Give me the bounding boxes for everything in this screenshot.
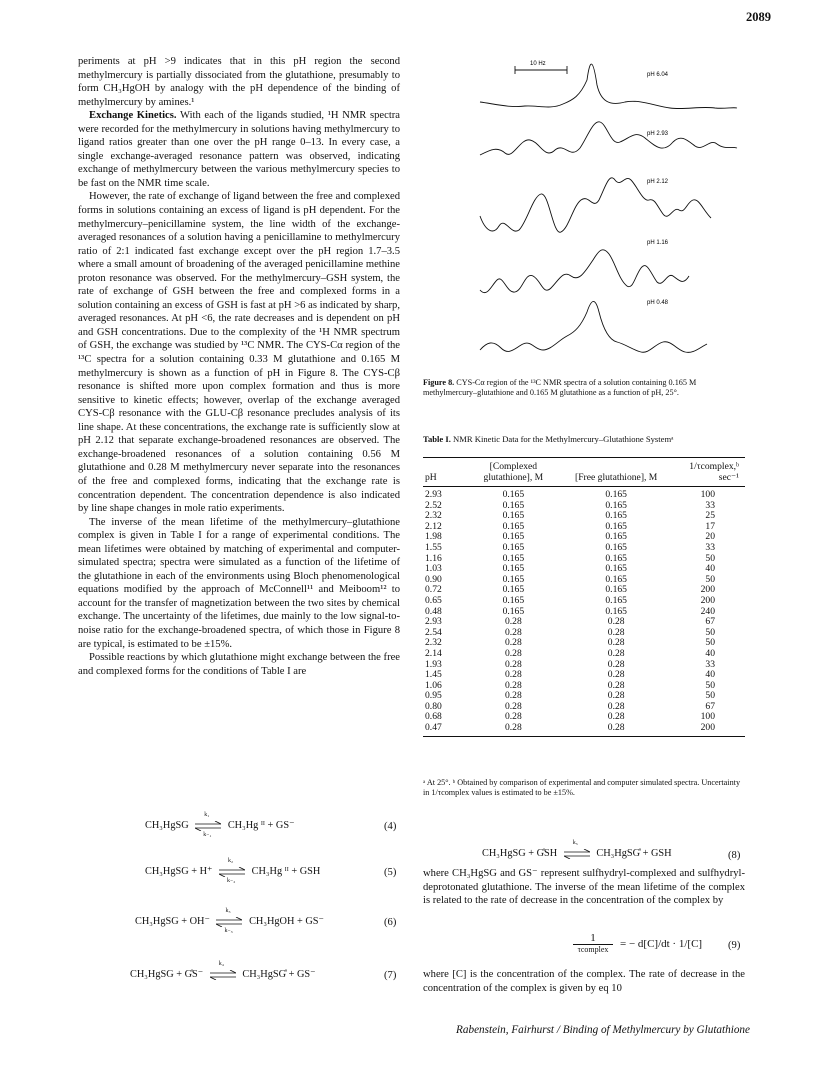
table-row (423, 702, 745, 713)
trace-label-3: pH 2.12 (647, 179, 669, 185)
eq6-number: (6) (384, 917, 397, 928)
cell-free: 0.28 (607, 626, 625, 638)
eq9-number: (9) (728, 940, 741, 951)
cell-inverse-lifetime: 200 (700, 594, 715, 606)
trace-label-2: pH 2.93 (647, 131, 669, 137)
cell-ph: 1.03 (425, 563, 442, 575)
cell-complexed: 0.165 (502, 594, 525, 606)
running-footer: Rabenstein, Fairhurst / Binding of Methylmercury by Glutathione (456, 1024, 750, 1036)
figure-caption-text: CYS-Cα region of the ¹³C NMR spectra of a solution containing 0.165 M methylmercury–glutathione and 0.165 M glutathione as a function of pH, 25°. (423, 378, 697, 398)
cell-free: 0.28 (607, 669, 625, 681)
cell-free: 0.165 (605, 573, 627, 585)
table-row (423, 670, 745, 681)
figure-caption-head: Figure 8. (423, 378, 455, 387)
paragraph-4: The inverse of the mean lifetime of the methylmercury–glutathione complex is given in Table I for a range of experimental conditions. The mean lifetimes were obtained by matching of experimental and computer-simulated spectra; spectra were simulated as a function of the lifetime of the glutathione in each of the environments using Bloch phenomenological equations modified by the approach of McConnell¹¹ and Meiboom¹² to account for the transfer of magnetization between the two sites by chemical exchange. The uncertainty of the lifetimes, due mainly to the low signal-to-noise ratio for the exchange-broadened spectra, of which those in Figure 8 are typical, is estimated to be ±15%. (78, 516, 400, 650)
table-row (423, 554, 745, 565)
table-row (423, 691, 745, 702)
cell-complexed: 0.28 (504, 711, 522, 723)
cell-complexed: 0.165 (502, 573, 525, 585)
eq6-km: k₋₃ (224, 927, 233, 934)
cell-ph: 0.72 (425, 584, 442, 596)
cell-inverse-lifetime: 33 (705, 541, 715, 553)
cell-free: 0.28 (607, 690, 625, 702)
paragraph-3: However, the rate of exchange of ligand between the free and complexed forms in solutions containing an excess of ligand is pH dependent. For the methylmercury–penicillamine system, the line width of the exchange-averaged resonances of a solution having a penicillamine to methylmercury ratio of 2:1 indicated fast exchange except over the pH region 1.7–3.5 where a small amount of broadening of the averaged penicillamine methine proton resonance was observed. For the methylmercury–GSH system, the rate of exchange of GSH between the free and complexed forms in a solution containing an excess of GSH is fast at pH >6 as indicated by sharp, averaged resonances. At pH <6, the rate decreases and is dependent on pH and GSH concentrations. Due to the complexity of the ¹H NMR spectrum of GSH, the exchange was studied by ¹³C NMR. The CYS-Cα region of the ¹³C spectra for a solution containing 0.33 M glutathione and 0.165 M methylmercury is shown as a function of pH in Figure 8. The CYS-Cβ resonance is shifted more upon complex formation and thus is more sensitive to kinetic effects; however, overlap of the exchange averaged CYS-Cβ resonance with the GLU-Cβ resonance precludes analysis of its line shape. At these concentrations, the exchange rate is sufficiently slow at pH 2.12 that separate exchange-broadened resonances are observed. The exchange-broadened resonances of a solution containing 0.56 M glutathione and 0.28 M methylmercury never separate into the resonances of the free and complexed forms, indicating that the exchange rate is concentration dependent. The concentration dependence is also indicated by line shape changes in mole ratio experiments. (78, 191, 400, 515)
cell-ph: 1.45 (425, 669, 442, 681)
paragraph-2 (78, 109, 400, 190)
cell-inverse-lifetime: 200 (700, 722, 715, 734)
cell-inverse-lifetime: 17 (705, 520, 715, 532)
cell-inverse-lifetime: 50 (705, 679, 715, 691)
eq5-km: k₋₂ (227, 877, 236, 884)
eq5-left: CH₃HgSG + H⁺ (145, 866, 213, 877)
scale-label: 10 Hz (530, 61, 546, 67)
cell-inverse-lifetime: 50 (705, 573, 715, 585)
eq8-k: k₅ (572, 839, 578, 846)
cell-complexed: 0.28 (504, 637, 522, 649)
table-row (423, 543, 745, 554)
equation-5 (145, 857, 321, 884)
eq4-k: k₁ (204, 811, 210, 818)
paragraph-2-text: With each of the ligands studied, ¹H NMR spectra were recorded for the methylmercury in solutions having methylmercury to ligand ratios greater than one over the pH range 0–13. In every case, a single exchange-averaged resonance pattern was observed, indicating exchange of methylmercury between the various methylmercury species to be fast on the NMR time scale. (78, 110, 400, 189)
cell-complexed: 0.28 (504, 616, 522, 628)
equilibrium-arrow-icon (219, 857, 245, 884)
equilibrium-arrow-icon (210, 960, 236, 980)
cell-inverse-lifetime: 50 (705, 690, 715, 702)
eq8-left: CH₃HgSG + G̊SH (482, 848, 558, 859)
eq8-number: (8) (728, 850, 741, 861)
table-footnote: ᵃ At 25°. ᵇ Obtained by comparison of experimental and computer simulated spectra. Uncertainty in 1/τcomplex values is estimated to be ±15%. (423, 778, 741, 798)
cell-complexed: 0.165 (502, 520, 525, 532)
eq7-right: CH₃HgSG̊ + GS⁻ (242, 969, 316, 980)
page-number: 2089 (746, 10, 771, 24)
nmr-spectra-figure (475, 50, 745, 370)
cell-free: 0.28 (607, 658, 625, 670)
eq9-rhs: = − d[C]/dt · 1/[C] (620, 938, 703, 950)
cell-ph: 0.95 (425, 690, 442, 702)
cell-complexed: 0.165 (502, 563, 525, 575)
cell-complexed: 0.165 (502, 499, 525, 511)
cell-free: 0.28 (607, 711, 625, 723)
cell-ph: 1.93 (425, 658, 442, 670)
cell-complexed: 0.165 (502, 541, 525, 553)
cell-ph: 2.93 (425, 489, 442, 500)
cell-ph: 0.47 (425, 722, 442, 734)
cell-free: 0.28 (607, 679, 625, 691)
cell-free: 0.28 (607, 700, 625, 712)
equation-4 (145, 811, 295, 838)
col-header-ph: pH (425, 471, 437, 483)
cell-inverse-lifetime: 20 (705, 531, 715, 543)
cell-inverse-lifetime: 50 (705, 626, 715, 638)
table-row (423, 660, 745, 671)
table-title-head: Table I. (423, 434, 451, 444)
table-row (423, 501, 745, 512)
eq9-lhs-denominator: τcomplex (577, 945, 609, 954)
eq9-lhs (573, 932, 613, 954)
cell-inverse-lifetime: 67 (705, 616, 715, 628)
eq9-lhs-numerator: 1 (573, 932, 613, 945)
cell-ph: 2.93 (425, 616, 442, 628)
cell-free: 0.165 (605, 552, 627, 564)
cell-complexed: 0.28 (504, 626, 522, 638)
eq6-left: CH₃HgSG + OH⁻ (135, 916, 210, 927)
equation-6 (135, 907, 324, 934)
cell-free: 0.165 (605, 520, 627, 532)
table-row (423, 638, 745, 649)
paragraph-1: periments at pH >9 indicates that in this pH region the second methylmercury is partially dissociated from the glutathione, presumably to form CH₃HgOH by analogy with the pH dependence of the binding of methylmercury by amines.¹ (78, 56, 400, 108)
equilibrium-arrow-icon (564, 839, 590, 859)
table-header-row (423, 458, 745, 487)
eq4-right: CH₃Hg ᴵᴵ + GS⁻ (227, 820, 295, 831)
cell-inverse-lifetime: 67 (705, 700, 715, 712)
paragraph-after-eq8: where CH₃HgSG and GS⁻ represent sulfhydryl-complexed and sulfhydryl-deprotonated glutathione. The inverse of the mean lifetime of the complex is related to the rate of decrease in the concentration of the complex by (423, 868, 745, 907)
cell-ph: 2.32 (425, 637, 442, 649)
cell-ph: 1.55 (425, 541, 442, 553)
table-row (423, 522, 745, 533)
table-row (423, 649, 745, 660)
cell-ph: 0.65 (425, 594, 442, 606)
col-header-complexed: [Complexed glutathione], M (483, 461, 544, 483)
table-title-text: NMR Kinetic Data for the Methylmercury–Glutathione Systemᵃ (450, 434, 674, 444)
cell-ph: 2.54 (425, 626, 442, 638)
cell-complexed: 0.165 (502, 605, 525, 617)
cell-complexed: 0.28 (504, 700, 522, 712)
table-row (423, 617, 745, 628)
cell-free: 0.165 (605, 594, 627, 606)
eq5-k: k₂ (228, 857, 234, 864)
cell-complexed: 0.28 (504, 722, 522, 734)
left-column (78, 55, 400, 678)
equation-8 (482, 839, 672, 859)
table-row (423, 607, 745, 618)
equilibrium-arrow-icon (216, 907, 242, 934)
eq7-left: CH₃HgSG + G̊S⁻ (130, 969, 204, 980)
table-body (423, 487, 745, 737)
cell-free: 0.28 (607, 637, 625, 649)
figure-caption (423, 378, 743, 398)
eq4-km: k₋₁ (203, 831, 212, 838)
cell-free: 0.165 (605, 584, 627, 596)
eq4-number: (4) (384, 821, 397, 832)
cell-inverse-lifetime: 50 (705, 552, 715, 564)
eq6-right: CH₃HgOH + GS⁻ (249, 916, 324, 927)
eq8-right: CH₃HgSG̊ + GSH (596, 848, 672, 859)
paragraph-5: Possible reactions by which glutathione might exchange between the free and complexed forms for the conditions of Table I are (78, 652, 400, 677)
eq5-number: (5) (384, 867, 397, 878)
cell-ph: 1.06 (425, 679, 442, 691)
cell-ph: 0.68 (425, 711, 442, 723)
cell-free: 0.28 (607, 647, 625, 659)
equation-7 (130, 960, 316, 980)
cell-inverse-lifetime: 40 (705, 563, 715, 575)
eq5-right: CH₃Hg ᴵᴵ + GSH (251, 866, 321, 877)
cell-inverse-lifetime: 100 (700, 711, 715, 723)
cell-complexed: 0.28 (504, 679, 522, 691)
cell-free: 0.165 (605, 541, 627, 553)
cell-ph: 2.32 (425, 510, 442, 522)
table-row (423, 596, 745, 607)
cell-inverse-lifetime: 40 (705, 669, 715, 681)
cell-free: 0.28 (607, 722, 625, 734)
cell-ph: 2.14 (425, 647, 442, 659)
cell-ph: 0.90 (425, 573, 442, 585)
cell-complexed: 0.165 (502, 531, 525, 543)
cell-complexed: 0.165 (502, 489, 525, 500)
cell-ph: 0.80 (425, 700, 442, 712)
cell-inverse-lifetime: 240 (700, 605, 715, 617)
table-row (423, 681, 745, 692)
table-row (423, 723, 745, 736)
cell-inverse-lifetime: 40 (705, 647, 715, 659)
table-row (423, 564, 745, 575)
table-row (423, 585, 745, 596)
col-header-free: [Free glutathione], M (575, 471, 658, 483)
cell-free: 0.28 (607, 616, 625, 628)
cell-inverse-lifetime: 33 (705, 499, 715, 511)
cell-ph: 1.16 (425, 552, 442, 564)
cell-free: 0.165 (605, 563, 627, 575)
eq6-k: k₃ (225, 907, 231, 914)
cell-complexed: 0.28 (504, 658, 522, 670)
cell-ph: 0.48 (425, 605, 442, 617)
cell-free: 0.165 (605, 531, 627, 543)
col-header-inverse-lifetime: 1/τcomplex,ᵇ sec⁻¹ (689, 461, 739, 483)
table-row (423, 532, 745, 543)
section-heading: Exchange Kinetics. (89, 110, 177, 122)
table-row (423, 628, 745, 639)
table-title (423, 434, 743, 445)
eq7-k: k₄ (218, 960, 224, 967)
cell-free: 0.165 (605, 605, 627, 617)
cell-inverse-lifetime: 25 (705, 510, 715, 522)
cell-ph: 2.12 (425, 520, 442, 532)
trace-label-5: pH 0.48 (647, 300, 669, 306)
cell-complexed: 0.165 (502, 552, 525, 564)
paragraph-after-eq9: where [C] is the concentration of the complex. The rate of decrease in the concentration of the complex is given by eq 10 (423, 969, 745, 994)
table-row (423, 712, 745, 723)
table-row (423, 487, 745, 501)
cell-free: 0.165 (605, 510, 627, 522)
trace-label-1: pH 6.04 (647, 72, 669, 78)
cell-complexed: 0.28 (504, 647, 522, 659)
equilibrium-arrow-icon (195, 811, 221, 838)
cell-ph: 1.98 (425, 531, 442, 543)
table-row (423, 575, 745, 586)
trace-label-4: pH 1.16 (647, 240, 669, 246)
eq7-number: (7) (384, 970, 397, 981)
cell-inverse-lifetime: 50 (705, 637, 715, 649)
kinetic-data-table (423, 457, 745, 737)
cell-complexed: 0.28 (504, 669, 522, 681)
cell-inverse-lifetime: 200 (700, 584, 715, 596)
table-row (423, 511, 745, 522)
cell-complexed: 0.165 (502, 584, 525, 596)
cell-ph: 2.52 (425, 499, 442, 511)
cell-inverse-lifetime: 100 (700, 489, 715, 500)
cell-complexed: 0.28 (504, 690, 522, 702)
cell-complexed: 0.165 (502, 510, 525, 522)
cell-free: 0.165 (605, 489, 627, 500)
cell-inverse-lifetime: 33 (705, 658, 715, 670)
eq4-left: CH₃HgSG (145, 820, 189, 831)
cell-free: 0.165 (605, 499, 627, 511)
